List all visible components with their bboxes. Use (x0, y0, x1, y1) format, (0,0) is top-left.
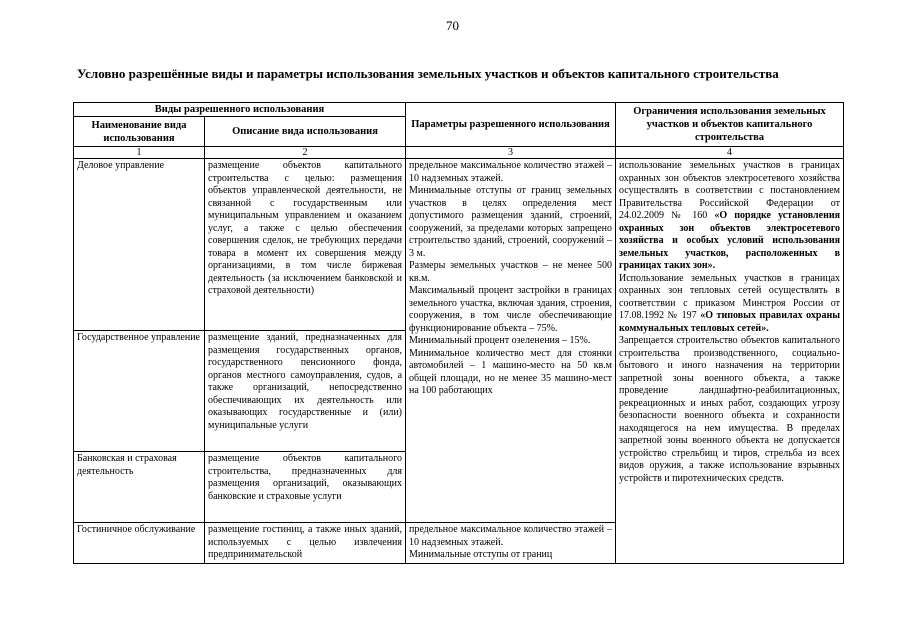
document-title: Условно разрешённые виды и параметры использования земельных участков и объектов капитального строительства (77, 66, 779, 81)
table-row (74, 159, 844, 331)
header-name: Наименование вида использования (74, 117, 205, 147)
use-description: размещение объектов капитального строительства с целью: размещения объектов управленческой деятельности, не связанной с государственным или муниципальным управлением и оказанием услуг, а также с целью обеспечения совершения сделок, не требующих передачи товара в момент их совершения между организациями, в том числе биржевая деятельность (за исключением банковской и страховой деятельности) (205, 159, 406, 331)
restriction-plain: Использование земельных участков в границах охранных зон тепловых сетей осуществлять в соответствии с приказом Минстроя России от 17.08.1992 № 197 (619, 272, 841, 321)
column-number: 3 (406, 147, 616, 159)
column-number: 2 (205, 147, 406, 159)
parameter-text: Минимальное количество мест для стоянки автомобилей – 1 машино-место на 50 кв.м общей площади, но не менее 35 машино-мест на 100 работающих (409, 347, 613, 396)
header-group-types: Виды разрешенного использования (74, 103, 406, 117)
parameter-text: Минимальные отступы от границ (409, 549, 553, 560)
restrictions-cell (616, 159, 844, 564)
use-description: размещение объектов капитального строительства, предназначенных для размещения организаций, оказывающих банковские и страховые услуги (205, 452, 406, 523)
parameter-text: Минимальный процент озеленения – 15%. (409, 335, 591, 346)
header-parameters: Параметры разрешенного использования (406, 103, 616, 147)
parameter-text: предельное максимальное количество этажей – 10 надземных этажей. (409, 524, 613, 548)
parameter-text: Размеры земельных участков – не менее 500 кв.м. (409, 260, 613, 284)
column-number: 4 (616, 147, 844, 159)
land-use-table (73, 102, 844, 564)
column-number: 1 (74, 147, 205, 159)
column-number-row (74, 147, 844, 159)
page-number: 70 (446, 18, 459, 33)
parameter-text: Минимальные отступы от границ земельных участков в целях определения мест допустимого размещения зданий, строений, сооружений, за пределами которых запрещено строительство зданий, строений, сооружений – 3 м. (409, 185, 613, 259)
restriction-text (619, 335, 840, 485)
use-description: размещение гостиниц, а также иных зданий, используемых с целью извлечения предпринимательской (205, 523, 406, 564)
restriction-emph: «О порядке установления охранных зон объектов электросетевого хозяйства и особых условий использования земельных участков, расположенных в границах таких зон». (619, 210, 841, 271)
use-name: Государственное управление (74, 331, 205, 452)
use-name: Деловое управление (74, 159, 205, 331)
use-name: Гостиничное обслуживание (74, 523, 205, 564)
restriction-text (619, 160, 840, 273)
parameters-cell (406, 159, 616, 523)
parameter-text: Максимальный процент застройки в границах земельного участка, включая здания, строения, сооружения, в том числе обеспечивающие функционирование объекта – 75%. (409, 285, 613, 334)
restriction-emph: «О типовых правилах охраны коммунальных тепловых сетей». (619, 310, 841, 334)
header-restrictions: Ограничения использования земельных участков и объектов капитального строительства (616, 103, 844, 147)
header-description: Описание вида использования (205, 117, 406, 147)
parameters-cell (406, 523, 616, 564)
use-name: Банковская и страховая деятельность (74, 452, 205, 523)
restriction-plain: Запрещается строительство объектов капитального строительства производственного, социально-бытового и иного назначения на территории запретной зоны военного объекта, а также проведение ландшафтно-реабилитационных, рекреационных и иных работ, создающих угрозу безопасности военного объекта и сохранности находящегося на нем имущества. В пределах запретной зоны военного объекта не допускается устройство стрельбищ и тиров, стрельба из всех видов оружия, а также использование взрывных устройств и пиротехнических средств. (619, 335, 841, 484)
use-description: размещение зданий, предназначенных для размещения государственных органов, государственного пенсионного фонда, органов местного самоуправления, судов, а также организаций, непосредственно обеспечивающих их деятельность или оказывающих государственные и (или) муниципальные услуги (205, 331, 406, 452)
restriction-plain: использование земельных участков в границах охранных зон объектов электросетевого хозяйства осуществлять в соответствии с постановлением Правительства Российской Федерации от 24.02.2009 № 160 (619, 160, 841, 221)
restriction-text (619, 273, 840, 336)
parameter-text: предельное максимальное количество этажей – 10 надземных этажей. (409, 160, 613, 184)
header-row-1 (74, 103, 844, 117)
